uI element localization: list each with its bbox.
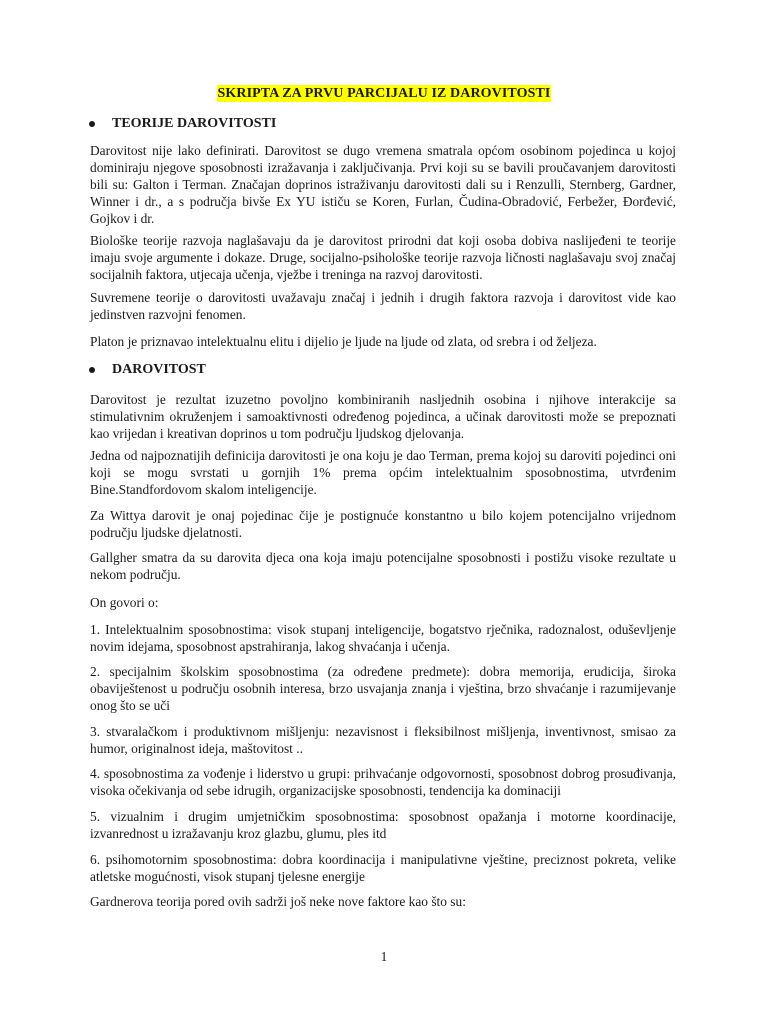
section-heading-text: TEORIJE DAROVITOSTI <box>112 116 277 131</box>
list-item: 6. psihomotornim sposobnostima: dobra koordinacija i manipulativne vještine, preciznost pokreta, velike atletske mogućnosti, visok stupanj tjelesne energije <box>90 852 676 884</box>
list-item: 2. specijalnim školskim sposobnostima (za određene predmete): dobra memorija, erudicija, široka obaviještenost u području osobnih interesa, brzo usvajanja znanja i vještina, brzo shvaćanje i razumijevanje onog što se uči <box>90 664 676 713</box>
page-number: 1 <box>380 949 388 964</box>
section-heading-darovitost <box>112 361 206 379</box>
section-heading-text: DAROVITOST <box>112 362 206 377</box>
list-item: 1. Intelektualnim sposobnostima: visok stupanj inteligencije, bogatstvo rječnika, radoznalost, oduševljenje novim idejama, sposobnost apstrahiranja, lakog shvaćanja i učenja. <box>90 622 676 654</box>
paragraph: On govori o: <box>90 595 159 610</box>
paragraph: Suvremene teorije o darovitosti uvažavaju značaj i jednih i drugih faktora razvoja i darovitost vide kao jedinstven razvojni fenomen. <box>90 290 676 322</box>
paragraph: Darovitost nije lako definirati. Darovitost se dugo vremena smatrala općom osobinom pojedinca u kojoj dominiraju njegove sposobnosti izražavanja i zaključivanja. Prvi koji su se bavili proučavanjem darovitosti bili su: Galton i Terman. Značajan doprinos istraživanju darovitosti dali su i Renzulli, Sternberg, Gardner, Winner i dr., a s područja bivše Ex YU ističu se Koren, Furlan, Čudina-Obradović, Ferbežer, Đorđević, Gojkov i dr. <box>90 143 676 226</box>
paragraph: Darovitost je rezultat izuzetno povoljno kombiniranih nasljednih osobina i njihove interakcije sa stimulativnim okruženjem i samoaktivnosti određenog pojedinca, a učinak darovitosti može se prepoznati kao vrijedan i kreativan doprinos u tom području ljudskog djelovanja. <box>90 392 676 441</box>
paragraph: Za Wittya darovit je onaj pojedinac čije je postignuće konstantno u bilo kojem potencijalno vrijednom području ljudske djelatnosti. <box>90 508 676 540</box>
paragraph: Gallgher smatra da su darovita djeca ona koja imaju potencijalne sposobnosti i postižu visoke rezultate u nekom području. <box>90 550 676 582</box>
paragraph: Platon je priznavao intelektualnu elitu i dijelio je ljude na ljude od zlata, od srebra i od željeza. <box>90 334 597 349</box>
paragraph: Biološke teorije razvoja naglašavaju da je darovitost prirodni dat koji osoba dobiva naslijeđeni te teorije imaju svoje argumente i dokaze. Druge, socijalno-psihološke teorije razvoja ličnosti naglašavaju svoj značaj socijalnih faktora, utjecaja učenja, vježbe i treninga na razvoj darovitosti. <box>90 233 676 282</box>
bullet-icon <box>89 367 95 373</box>
list-item: 3. stvaralačkom i produktivnom mišljenju: nezavisnost i fleksibilnost mišljenja, inventivnost, smisao za humor, originalnost ideja, maštovitost .. <box>90 724 676 756</box>
paragraph: Gardnerova teorija pored ovih sadrži još neke nove faktore kao što su: <box>90 894 466 909</box>
document-title: SKRIPTA ZA PRVU PARCIJALU IZ DAROVITOSTI <box>217 86 551 101</box>
list-item: 5. vizualnim i drugim umjetničkim sposobnostima: sposobnost opažanja i motorne koordinacije, izvanrednost u izražavanju kroz glazbu, glumu, ples itd <box>90 809 676 841</box>
section-heading-teorije <box>112 115 276 133</box>
paragraph: Jedna od najpoznatijih definicija darovitosti je ona koju je dao Terman, prema kojoj su daroviti pojedinci oni koji se mogu svrstati u gornjih 1% prema općim intelektualnim sposobnostima, utvrđenim Bine.Standfordovom skalom inteligencije. <box>90 448 676 497</box>
list-item: 4. sposobnostima za vođenje i liderstvo u grupi: prihvaćanje odgovornosti, sposobnost dobrog prosuđivanja, visoka očekivanja od sebe idrugih, organizacijske sposobnosti, tendencija ka dominaciji <box>90 766 676 798</box>
title-container <box>0 84 768 102</box>
bullet-icon <box>89 121 95 127</box>
